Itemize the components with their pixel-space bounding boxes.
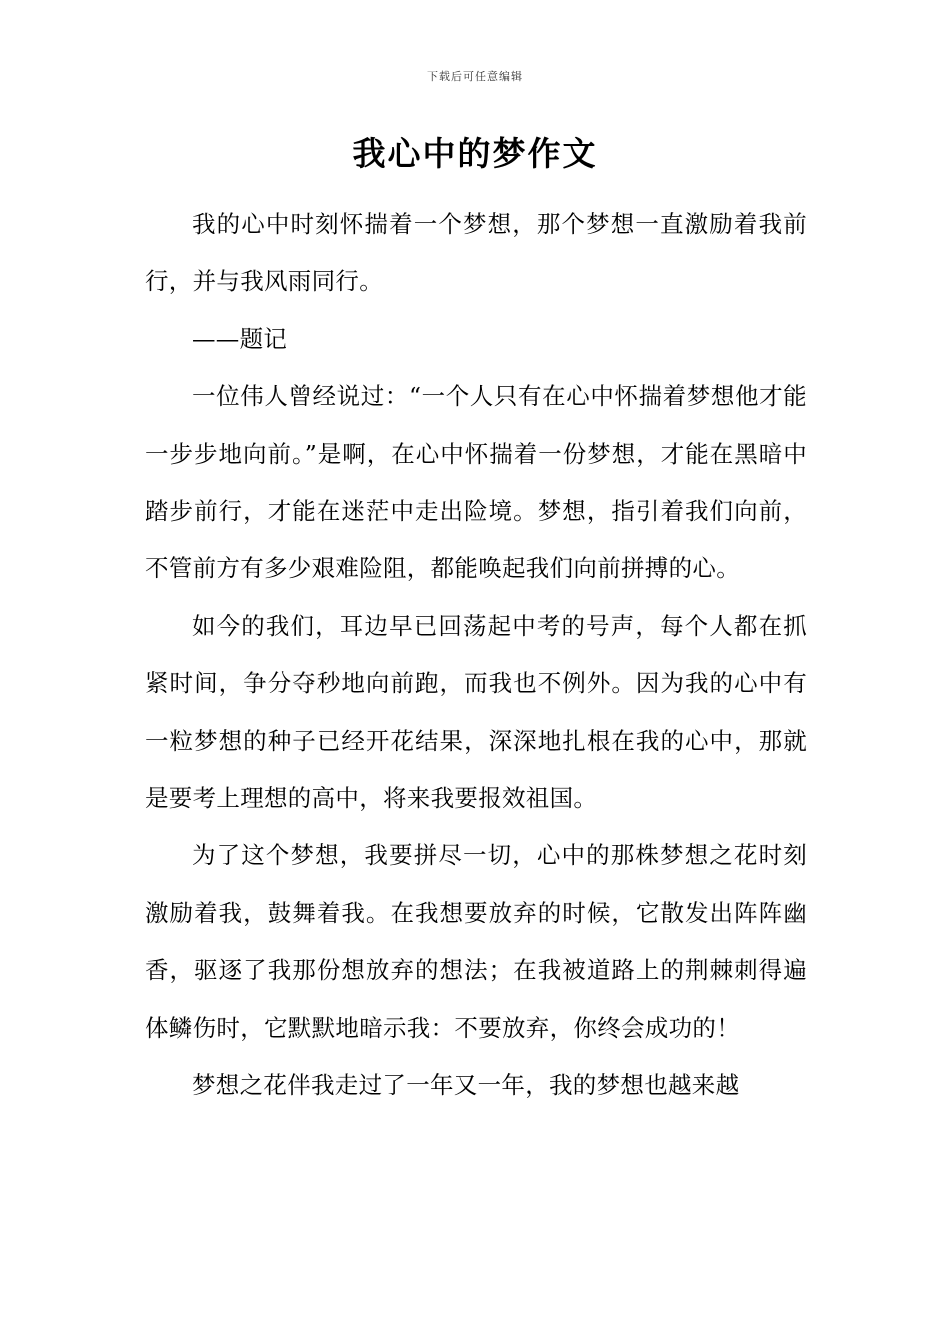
paragraph-quote: 一位伟人曾经说过：“一个人只有在心中怀揣着梦想他才能一步步地向前。”是啊，在心中怀揣着一份梦想，才能在黑暗中踏步前行，才能在迷茫中走出险境。梦想，指引着我们向前，不管前方有多少艰难险阻，都能唤起我们向前拼搏的心。 xyxy=(145,382,807,583)
paragraph-epigraph-attribution: ——题记 xyxy=(192,324,288,353)
essay-body xyxy=(145,196,807,1115)
paragraph-effort: 为了这个梦想，我要拼尽一切，心中的那株梦想之花时刻激励着我，鼓舞着我。在我想要放弃的时候，它散发出阵阵幽香，驱逐了我那份想放弃的想法；在我被道路上的荆棘刺得遍体鳞伤时，它默默地暗示我：不要放弃，你终会成功的！ xyxy=(145,841,807,1042)
document-title: 我心中的梦作文 xyxy=(352,134,598,173)
paragraph-intro: 我的心中时刻怀揣着一个梦想，那个梦想一直激励着我前行，并与我风雨同行。 xyxy=(145,210,807,296)
paragraph-continuation: 梦想之花伴我走过了一年又一年，我的梦想也越来越 xyxy=(192,1071,740,1100)
paragraph-exam: 如今的我们，耳边早已回荡起中考的号声，每个人都在抓紧时间，争分夺秒地向前跑，而我也不例外。因为我的心中有一粒梦想的种子已经开花结果，深深地扎根在我的心中，那就是要考上理想的高中，将来我要报效祖国。 xyxy=(145,611,807,813)
header-note: 下载后可任意编辑 xyxy=(427,70,523,83)
